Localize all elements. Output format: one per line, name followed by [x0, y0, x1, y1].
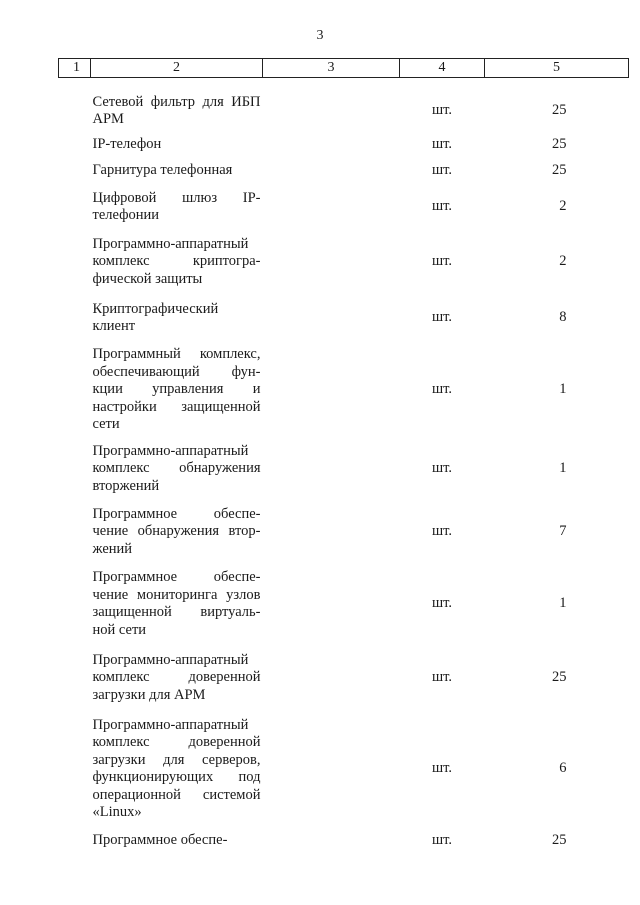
item-unit: шт. — [431, 381, 453, 398]
item-quantity: 25 — [552, 136, 567, 153]
item-quantity: 25 — [552, 162, 567, 179]
item-name-line: загрузки для серверов, — [92, 751, 261, 768]
item-name — [91, 644, 263, 712]
cell-col-3 — [263, 438, 400, 500]
item-name — [91, 158, 263, 184]
cell-col-1 — [59, 644, 91, 712]
item-name — [91, 564, 263, 644]
table-row — [59, 564, 629, 644]
item-name-line: загрузки для АРМ — [92, 686, 206, 703]
cell-col-1 — [59, 826, 91, 856]
cell-col-1 — [59, 342, 91, 438]
item-unit: шт. — [431, 102, 453, 119]
item-name — [91, 90, 263, 132]
item-name-line: Программный комплекс, — [92, 346, 261, 363]
column-number-2: 2 — [91, 59, 263, 78]
cell-col-3 — [263, 184, 400, 230]
item-quantity: 25 — [552, 102, 567, 119]
item-name — [91, 230, 263, 294]
item-unit: шт. — [431, 136, 453, 153]
item-name-line: чение мониторинга узлов — [92, 586, 261, 603]
item-name-line: Цифровой шлюз IP- — [92, 189, 261, 206]
item-name-line: Программно-аппаратный — [92, 235, 249, 252]
item-quantity: 2 — [559, 198, 567, 215]
item-name-line: фической защиты — [92, 270, 203, 287]
table-row — [59, 438, 629, 500]
item-unit: шт. — [431, 760, 453, 777]
cell-col-3 — [263, 826, 400, 856]
specification-table — [58, 58, 629, 856]
item-name-line: «Linux» — [92, 804, 142, 820]
item-name-line: обеспечивающий фун- — [92, 363, 261, 380]
cell-col-3 — [263, 132, 400, 158]
table-row — [59, 342, 629, 438]
item-unit: шт. — [431, 198, 453, 215]
column-number-4: 4 — [400, 59, 485, 78]
item-name — [91, 294, 263, 342]
cell-col-1 — [59, 500, 91, 564]
item-name-line: комплекс криптогра- — [92, 253, 261, 270]
item-unit: шт. — [431, 523, 453, 540]
cell-col-3 — [263, 90, 400, 132]
item-name-line: Программное обеспе- — [92, 569, 261, 585]
table-row — [59, 712, 629, 826]
item-name-line: операционной системой — [92, 786, 261, 803]
item-name-line: Программно-аппаратный — [92, 651, 249, 668]
item-quantity: 1 — [559, 460, 567, 477]
item-quantity: 1 — [559, 595, 567, 612]
item-name — [91, 438, 263, 500]
item-quantity: 25 — [552, 669, 567, 686]
cell-col-1 — [59, 184, 91, 230]
cell-col-1 — [59, 230, 91, 294]
item-name — [91, 184, 263, 230]
item-name — [91, 500, 263, 564]
item-name — [91, 342, 263, 438]
item-name-line: Программно-аппаратный — [92, 442, 249, 459]
item-name-line: Сетевой фильтр для ИБП — [92, 93, 261, 110]
cell-col-1 — [59, 132, 91, 158]
item-name-line: АРМ — [92, 111, 124, 127]
item-name-line: защищенной виртуаль- — [92, 604, 261, 620]
cell-col-3 — [263, 158, 400, 184]
table-row — [59, 90, 629, 132]
table-row — [59, 500, 629, 564]
item-name-line: Программное обеспе- — [92, 832, 228, 849]
cell-col-3 — [263, 294, 400, 342]
item-name-line: Гарнитура телефонная — [92, 162, 233, 179]
column-number-3: 3 — [263, 59, 400, 78]
item-quantity: 25 — [552, 832, 567, 849]
table-row — [59, 158, 629, 184]
item-name-line: IP-телефон — [92, 136, 162, 153]
cell-col-3 — [263, 230, 400, 294]
item-name-line: кции управления и — [92, 381, 261, 398]
table-row — [59, 294, 629, 342]
cell-col-3 — [263, 342, 400, 438]
item-name — [91, 826, 263, 856]
item-quantity: 7 — [559, 523, 567, 540]
item-quantity: 1 — [559, 381, 567, 398]
cell-col-3 — [263, 564, 400, 644]
cell-col-1 — [59, 438, 91, 500]
item-quantity: 2 — [559, 253, 567, 270]
item-name-line: телефонии — [92, 207, 160, 223]
item-name — [91, 712, 263, 826]
item-unit: шт. — [431, 595, 453, 612]
table-row — [59, 184, 629, 230]
item-name-line: жений — [92, 540, 133, 557]
cell-col-3 — [263, 500, 400, 564]
item-name-line: Программное обеспе- — [92, 505, 261, 522]
cell-col-1 — [59, 294, 91, 342]
column-number-1: 1 — [59, 59, 91, 78]
table-row — [59, 230, 629, 294]
item-name-line: Программно-аппаратный — [92, 716, 249, 733]
item-quantity: 6 — [559, 760, 567, 777]
table-row — [59, 132, 629, 158]
item-unit: шт. — [431, 253, 453, 270]
cell-col-1 — [59, 564, 91, 644]
cell-col-1 — [59, 158, 91, 184]
item-unit: шт. — [431, 309, 453, 326]
item-name-line: чение обнаружения втор- — [92, 523, 261, 540]
item-name-line: комплекс доверенной — [92, 669, 261, 686]
item-name-line: комплекс обнаружения — [92, 460, 261, 477]
item-name-line: сети — [92, 416, 120, 433]
item-quantity: 8 — [559, 309, 567, 326]
cell-col-1 — [59, 712, 91, 826]
cell-col-1 — [59, 90, 91, 132]
item-unit: шт. — [431, 162, 453, 179]
item-name-line: Криптографический — [92, 300, 219, 317]
table-body — [59, 78, 629, 857]
item-name-line: функционирующих под — [92, 769, 261, 785]
page-number: 3 — [316, 28, 324, 43]
item-name-line: настройки защищенной — [92, 398, 261, 415]
item-unit: шт. — [431, 669, 453, 686]
item-name-line: комплекс доверенной — [92, 734, 261, 750]
item-name-line: клиент — [92, 318, 136, 334]
table-row — [59, 826, 629, 856]
table-row — [59, 644, 629, 712]
cell-col-3 — [263, 644, 400, 712]
column-number-row — [59, 59, 629, 78]
cell-col-3 — [263, 712, 400, 826]
item-name — [91, 132, 263, 158]
item-unit: шт. — [431, 832, 453, 849]
item-name-line: вторжений — [92, 477, 160, 494]
item-unit: шт. — [431, 460, 453, 477]
item-name-line: ной сети — [92, 621, 147, 638]
column-number-5: 5 — [485, 59, 629, 78]
